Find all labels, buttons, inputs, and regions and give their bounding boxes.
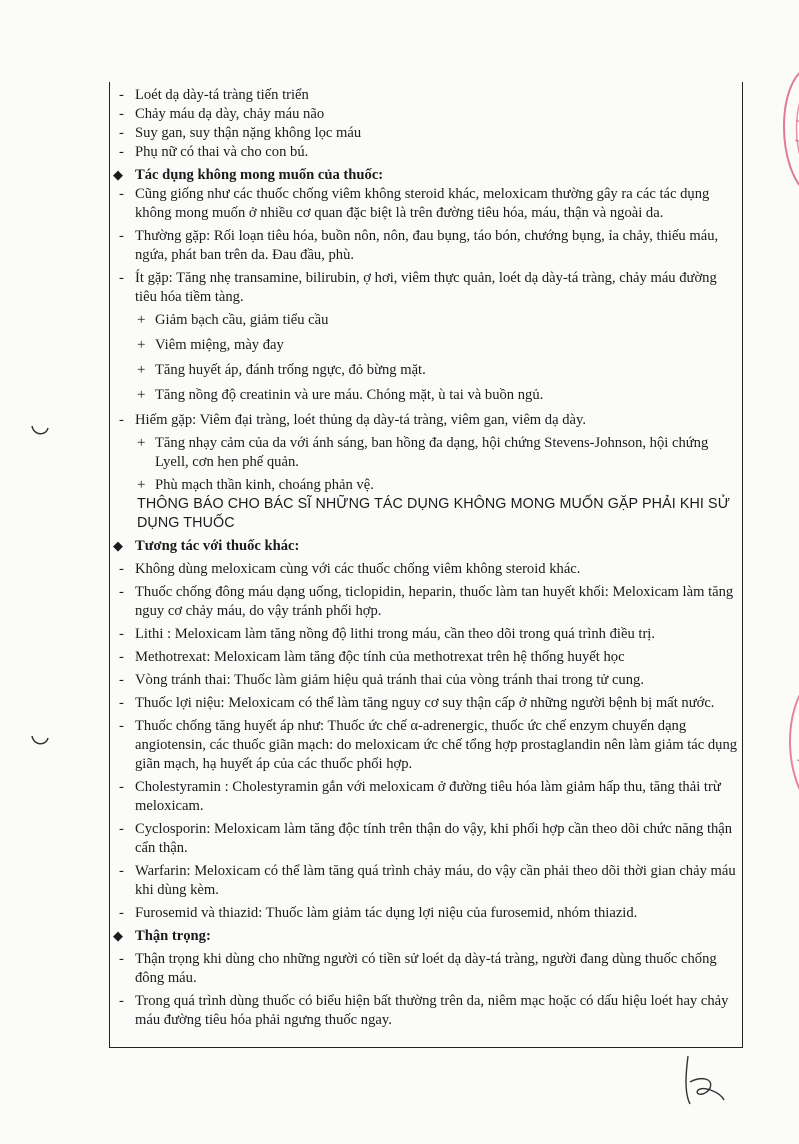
plus-marker: + bbox=[137, 337, 146, 353]
sub-list-item: + Giảm bạch cầu, giảm tiểu cầu bbox=[137, 312, 329, 328]
list-item: - Lithi : Meloxicam làm tăng nồng độ lithi trong máu, cần theo dõi trong quá trình điều trị. bbox=[119, 626, 656, 642]
section-heading-precautions: ◆ Thận trọng: bbox=[113, 928, 211, 944]
section-heading-interactions: ◆ Tương tác với thuốc khác: bbox=[113, 538, 300, 554]
dash-marker: - bbox=[119, 821, 124, 837]
red-stamp-icon bbox=[747, 60, 799, 200]
plus-marker: + bbox=[137, 312, 146, 328]
punch-hole-mark-icon bbox=[30, 424, 50, 438]
list-item: - Thuốc chống tăng huyết áp như: Thuốc ức chế α-adrenergic, thuốc ức chế enzym chuyển dạng angiotensin, các thuốc giãn mạch: do meloxicam ức chế tổng hợp prostaglandin nên làm giảm tác dụng giãn mạch, hạ huyết áp của các thuốc phối hợp. bbox=[119, 718, 738, 772]
dash-marker: - bbox=[119, 672, 124, 688]
list-item: - Suy gan, suy thận nặng không lọc máu bbox=[119, 125, 362, 141]
dash-marker: - bbox=[119, 779, 124, 795]
list-item: - Vòng tránh thai: Thuốc làm giảm hiệu quả tránh thai của vòng tránh thai trong tử cung. bbox=[119, 672, 644, 688]
diamond-bullet-icon: ◆ bbox=[113, 538, 123, 553]
dash-marker: - bbox=[119, 863, 124, 879]
notice-text: THÔNG BÁO CHO BÁC SĨ NHỮNG TÁC DỤNG KHÔNG MONG MUỐN GẶP PHẢI KHI SỬ DỤNG THUỐC bbox=[137, 496, 730, 531]
list-item: - Furosemid và thiazid: Thuốc làm giảm tác dụng lợi niệu của furosemid, nhóm thiazid. bbox=[119, 905, 638, 921]
section-heading-side-effects: ◆ Tác dụng không mong muốn của thuốc: bbox=[113, 167, 384, 183]
plus-marker: + bbox=[137, 387, 146, 403]
list-item: - Thường gặp: Rối loạn tiêu hóa, buồn nôn, nôn, đau bụng, táo bón, chướng bụng, ỉa chảy, thiếu máu, ngứa, phát ban trên da. Đau đầu, phù. bbox=[119, 228, 719, 263]
dash-marker: - bbox=[119, 561, 124, 577]
list-item: - Trong quá trình dùng thuốc có biểu hiện bất thường trên da, niêm mạc hoặc có dấu hiệu loét hay chảy máu đường tiêu hóa phải ngưng thuốc ngay. bbox=[119, 993, 729, 1028]
list-item: - Methotrexat: Meloxicam làm tăng độc tính của methotrexat trên hệ thống huyết học bbox=[119, 649, 625, 665]
list-item: - Phụ nữ có thai và cho con bú. bbox=[119, 144, 309, 160]
plus-marker: + bbox=[137, 435, 146, 451]
dash-marker: - bbox=[119, 87, 124, 103]
diamond-bullet-icon: ◆ bbox=[113, 928, 123, 943]
dash-marker: - bbox=[119, 951, 124, 967]
plus-marker: + bbox=[137, 477, 146, 493]
list-item: - Warfarin: Meloxicam có thể làm tăng quá trình chảy máu, do vậy cần phải theo dõi thời gian chảy máu khi dùng kèm. bbox=[119, 863, 736, 898]
list-item: - Thuốc lợi niệu: Meloxicam có thể làm tăng nguy cơ suy thận cấp ở những người bệnh bị mất nước. bbox=[119, 695, 715, 711]
list-item: - Loét dạ dày-tá tràng tiến triển bbox=[119, 87, 309, 103]
dash-marker: - bbox=[119, 718, 124, 734]
list-item: - Thận trọng khi dùng cho những người có tiền sử loét dạ dày-tá tràng, người đang dùng thuốc chống đông máu. bbox=[119, 951, 717, 986]
dash-marker: - bbox=[119, 125, 124, 141]
punch-hole-mark-icon bbox=[30, 734, 50, 748]
dash-marker: - bbox=[119, 695, 124, 711]
list-item: - Không dùng meloxicam cùng với các thuốc chống viêm không steroid khác. bbox=[119, 561, 581, 577]
dash-marker: - bbox=[119, 626, 124, 642]
list-item: - Thuốc chống đông máu dạng uống, ticlopidin, heparin, thuốc làm tan huyết khối: Meloxicam làm tăng nguy cơ chảy máu, do vậy tránh phối hợp. bbox=[119, 584, 734, 619]
document-body bbox=[113, 86, 742, 1030]
list-item: - Cũng giống như các thuốc chống viêm không steroid khác, meloxicam thường gây ra các tác dụng không mong muốn ở nhiều cơ quan đặc biệt là trên đường tiêu hóa, máu, thận và ngoài da. bbox=[119, 186, 710, 221]
list-item: - Ít gặp: Tăng nhẹ transamine, bilirubin, ợ hơi, viêm thực quản, loét dạ dày-tá tràng, chảy máu đường tiêu hóa tiềm tàng. bbox=[119, 270, 717, 305]
sub-list-item: + Tăng huyết áp, đánh trống ngực, đỏ bừng mặt. bbox=[137, 362, 426, 378]
diamond-bullet-icon: ◆ bbox=[113, 167, 123, 182]
dash-marker: - bbox=[119, 186, 124, 202]
red-stamp-fragment-icon bbox=[771, 680, 799, 810]
dash-marker: - bbox=[119, 905, 124, 921]
handwritten-initial-icon bbox=[680, 1052, 730, 1112]
dash-marker: - bbox=[119, 144, 124, 160]
dash-marker: - bbox=[119, 228, 124, 244]
dash-marker: - bbox=[119, 270, 124, 286]
sub-list-item: + Phù mạch thần kinh, choáng phản vệ. bbox=[137, 477, 374, 493]
list-item: - Chảy máu dạ dày, chảy máu não bbox=[119, 106, 325, 122]
sub-list-item: + Tăng nhạy cảm của da với ánh sáng, ban hồng đa dạng, hội chứng Stevens-Johnson, hội chứng Lyell, cơn hen phế quản. bbox=[137, 435, 709, 470]
dash-marker: - bbox=[119, 993, 124, 1009]
dash-marker: - bbox=[119, 412, 124, 428]
dash-marker: - bbox=[119, 106, 124, 122]
sub-list-item: + Viêm miệng, mày đay bbox=[137, 337, 284, 353]
plus-marker: + bbox=[137, 362, 146, 378]
list-item: - Hiếm gặp: Viêm đại tràng, loét thủng dạ dày-tá tràng, viêm gan, viêm dạ dày. bbox=[119, 412, 586, 428]
list-item: - Cyclosporin: Meloxicam làm tăng độc tính trên thận do vậy, khi phối hợp cần theo dõi chức năng thận cẩn thận. bbox=[119, 821, 733, 856]
dash-marker: - bbox=[119, 649, 124, 665]
sub-list-item: + Tăng nồng độ creatinin và ure máu. Chóng mặt, ù tai và buồn ngủ. bbox=[137, 387, 544, 403]
dash-marker: - bbox=[119, 584, 124, 600]
list-item: - Cholestyramin : Cholestyramin gắn với meloxicam ở đường tiêu hóa làm giảm hấp thu, tăng thải trừ meloxicam. bbox=[119, 779, 721, 814]
